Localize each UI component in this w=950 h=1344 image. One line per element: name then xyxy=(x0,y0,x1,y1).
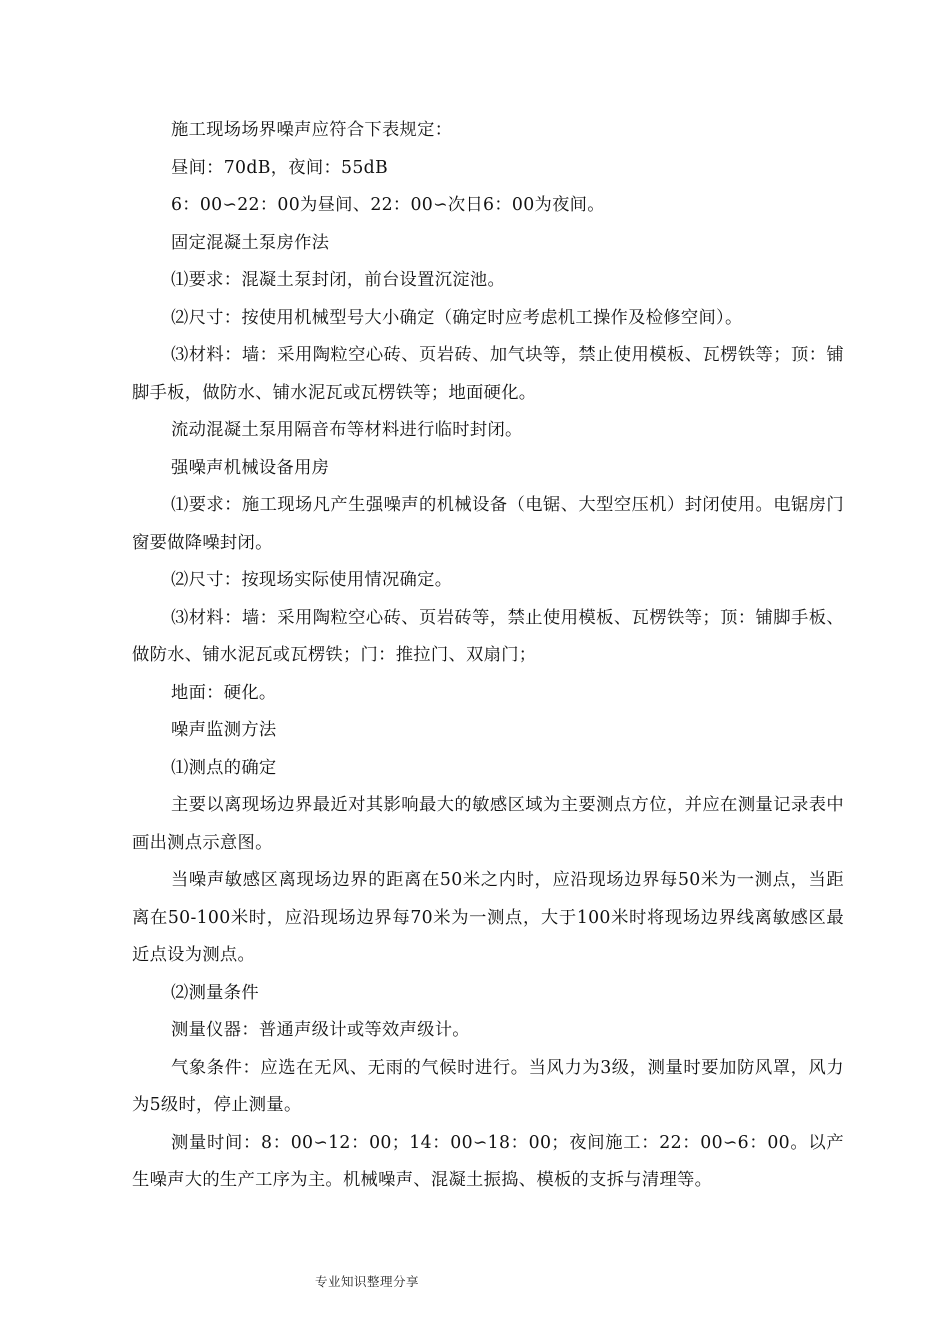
footer-text: 专业知识整理分享 xyxy=(314,1274,419,1289)
heading-measuring-points: ⑴测点的确定 xyxy=(171,757,277,778)
heading-measuring-conditions: ⑵测量条件 xyxy=(171,982,259,1003)
paragraph-measuring-time: 测量时间：8：00∽12：00；14：00∽18：00；夜间施工：22：00∽6：00。以产生噪声大的生产工序为主。机械噪声、混凝土振捣、模板的支拆与清理等。 xyxy=(132,1132,844,1190)
paragraph-equipment-room-size: ⑵尺寸：按现场实际使用情况确定。 xyxy=(171,570,453,590)
paragraph-floor: 地面：硬化。 xyxy=(171,682,277,703)
paragraph-pump-room-requirement: ⑴要求：混凝土泵封闭，前台设置沉淀池。 xyxy=(171,270,506,290)
paragraph-equipment-room-material: ⑶材料：墙：采用陶粒空心砖、页岩砖等，禁止使用模板、瓦楞铁等；顶：铺脚手板、做防水、铺水泥瓦或瓦楞铁；门：推拉门、双扇门； xyxy=(132,607,844,665)
document-body xyxy=(132,112,844,1200)
paragraph-measuring-point-principle: 主要以离现场边界最近对其影响最大的敏感区域为主要测点方位，并应在测量记录表中画出测点示意图。 xyxy=(132,795,844,853)
paragraph-pump-room-size: ⑵尺寸：按使用机械型号大小确定（确定时应考虑机工操作及检修空间）。 xyxy=(171,307,743,328)
paragraph-noise-standard-intro: 施工现场场界噪声应符合下表规定： xyxy=(171,120,453,140)
paragraph-instrument: 测量仪器：普通声级计或等效声级计。 xyxy=(171,1020,470,1040)
heading-noise-monitoring: 噪声监测方法 xyxy=(171,720,277,740)
paragraph-pump-room-material: ⑶材料：墙：采用陶粒空心砖、页岩砖、加气块等，禁止使用模板、瓦楞铁等；顶：铺脚手板，做防水、铺水泥瓦或瓦楞铁等；地面硬化。 xyxy=(132,345,844,403)
heading-fixed-pump-room: 固定混凝土泵房作法 xyxy=(171,232,330,253)
paragraph-noise-limits: 昼间：70dB，夜间：55dB xyxy=(171,157,388,178)
heading-noisy-equipment-room: 强噪声机械设备用房 xyxy=(171,457,330,478)
paragraph-weather: 气象条件：应选在无风、无雨的气候时进行。当风力为3级，测量时要加防风罩，风力为5级时，停止测量。 xyxy=(132,1057,844,1115)
paragraph-measuring-point-distance: 当噪声敏感区离现场边界的距离在50米之内时，应沿现场边界每50米为一测点，当距离在50-100米时，应沿现场边界每70米为一测点，大于100米时将现场边界线离敏感区最近点设为测点。 xyxy=(132,870,844,965)
paragraph-mobile-pump: 流动混凝土泵用隔音布等材料进行临时封闭。 xyxy=(171,420,523,440)
paragraph-equipment-room-requirement: ⑴要求：施工现场凡产生强噪声的机械设备（电锯、大型空压机）封闭使用。电锯房门窗要做降噪封闭。 xyxy=(132,495,844,553)
paragraph-day-night-hours: 6：00∽22：00为昼间、22：00∽次日6：00为夜间。 xyxy=(171,195,605,215)
page-footer xyxy=(0,1274,950,1290)
